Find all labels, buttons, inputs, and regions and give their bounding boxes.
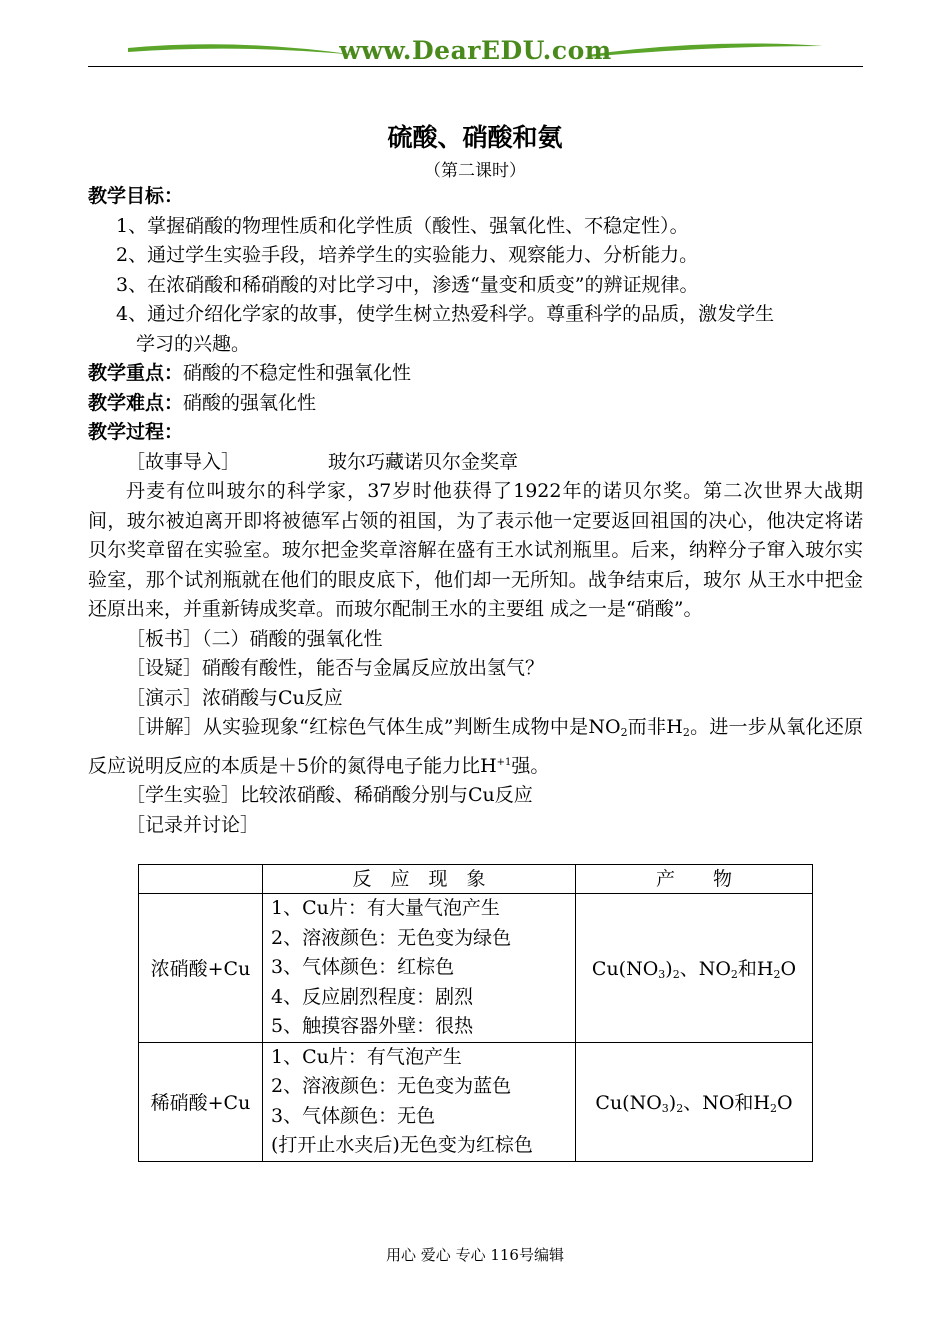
page-footer: 用心 爱心 专心 116号编辑: [386, 1246, 564, 1264]
key-point: [88, 359, 863, 389]
phenomenon-line: 3、气体颜色：无色: [271, 1104, 436, 1127]
product-text: 和H: [737, 958, 774, 981]
phenomenon-line: 5、触摸容器外壁：很热: [271, 1015, 474, 1037]
explain-text-d: 强。: [511, 754, 550, 777]
key-point-text: 硝酸的不稳定性和强氧化性: [183, 362, 412, 384]
objectives-heading: 教学目标：: [88, 185, 184, 207]
product-cell: [576, 1042, 813, 1161]
explain-superscript: +1: [496, 756, 512, 768]
table-header-cell: [139, 865, 263, 894]
reagent-cell: 稀硝酸+Cu: [139, 1042, 263, 1161]
difficulty-text: 硝酸的强氧化性: [183, 391, 317, 414]
phenomenon-line: 4、反应剧烈程度：剧烈: [271, 985, 474, 1008]
product-text: O: [780, 958, 797, 981]
page-title: 硫酸、硝酸和氨: [387, 123, 563, 152]
site-logo-text[interactable]: www.DearEDU.com: [339, 36, 612, 65]
product-subscript: 2: [773, 968, 781, 982]
phenomenon-line: 1、Cu片：有大量气泡产生: [271, 897, 500, 919]
table-header-cell: 产 物: [576, 865, 813, 894]
story-tag: ［故事导入］: [126, 450, 241, 473]
phenomenon-line: 2、溶液颜色：无色变为绿色: [271, 926, 512, 949]
product-text: O: [777, 1092, 793, 1114]
site-header: [88, 30, 863, 70]
student-experiment-note: ［学生实验］比较浓硝酸、稀硝酸分别与Cu反应: [126, 784, 533, 806]
objective-item-2: 2、通过学生实验手段，培养学生的实验能力、观察能力、分析能力。: [116, 244, 699, 266]
product-cell: [576, 894, 813, 1043]
product-subscript: 3: [658, 968, 666, 982]
key-point-label: 教学重点：: [88, 362, 184, 384]
process-heading: 教学过程：: [88, 421, 184, 443]
product-text: Cu(NO: [591, 958, 659, 981]
objective-item-3: 3、在浓硝酸和稀硝酸的对比学习中，渗透“量变和质变”的辨证规律。: [116, 273, 699, 296]
question-note: ［设疑］硝酸有酸性，能否与金属反应放出氢气？: [126, 657, 545, 679]
product-subscript: 3: [661, 1102, 669, 1115]
story-paragraph: 丹麦有位叫玻尔的科学家，37岁时他获得了1922年的诺贝尔奖。第二次世界大战期间，玻尔被迫离开即将被德军占领的祖国，为了表示他一定要返回祖国的决心，他决定将诺贝尔奖章留在实验室。玻尔把金奖章溶解在盛有王水试剂瓶里。后来，纳粹分子窜入玻尔实验室，那个试剂瓶就在他们的眼皮底下，他们却一无所知。战争结束后，玻尔 从王水中把金还原出来，并重新铸成奖章。而玻尔配制王水的主要组 成之一是“硝酸”。: [88, 480, 863, 620]
explain-text-c: 。进一步从氧化还原反应说明反应的本质是＋5价的氮得电子能力比H: [88, 716, 863, 777]
phenomena-cell: [263, 894, 576, 1043]
product-subscript: 2: [676, 1102, 684, 1115]
objective-item-4-continued: 学习的兴趣。: [136, 332, 251, 355]
table-row: [139, 1042, 813, 1161]
phenomenon-line: 3、气体颜色：红棕色: [271, 956, 455, 978]
product-text: ): [668, 1092, 677, 1114]
objective-item-1: 1、掌握硝酸的物理性质和化学性质（酸性、强氧化性、不稳定性）。: [116, 214, 689, 237]
product-text: 、NO和H: [683, 1092, 770, 1114]
product-text: Cu(NO: [595, 1092, 662, 1114]
phenomena-cell: [263, 1042, 576, 1161]
difficulty-label: 教学难点：: [88, 391, 184, 414]
difficulty: [88, 389, 863, 419]
demo-note: ［演示］浓硝酸与Cu反应: [126, 686, 343, 709]
phenomenon-line: (打开止水夹后)无色变为红棕色: [271, 1134, 533, 1156]
phenomenon-line: 2、溶液颜色：无色变为蓝色: [271, 1075, 512, 1097]
explain-subscript: 2: [682, 726, 690, 739]
explain-text-a: ［讲解］从实验现象“红棕色气体生成”判断生成物中是NO: [126, 716, 621, 738]
record-table: [138, 864, 813, 1162]
product-subscript: 2: [730, 968, 738, 982]
table-header-row: [139, 865, 813, 894]
objective-item-4: 4、通过介绍化学家的故事，使学生树立热爱科学。尊重科学的品质，激发学生: [116, 303, 775, 325]
product-subscript: 2: [672, 968, 680, 982]
document-body: [88, 182, 863, 840]
explain-text-b: 而非H: [627, 716, 683, 738]
header-divider: [88, 66, 863, 67]
explain-paragraph: [88, 713, 863, 781]
board-note: ［板书］（二）硝酸的强氧化性: [126, 627, 383, 650]
phenomenon-line: 1、Cu片：有气泡产生: [271, 1045, 462, 1068]
reagent-cell: 浓硝酸+Cu: [139, 894, 263, 1043]
table-header-cell: 反 应 现 象: [263, 865, 576, 894]
product-text: ): [665, 958, 673, 981]
record-note: ［记录并讨论］: [126, 813, 260, 836]
product-text: 、NO: [679, 958, 731, 981]
table-row: [139, 894, 813, 1043]
explain-subscript: 2: [620, 726, 628, 739]
story-intro: [88, 448, 863, 478]
story-title: 玻尔巧藏诺贝尔金奖章: [328, 450, 519, 473]
page-subtitle: （第二课时）: [424, 161, 526, 181]
product-subscript: 2: [770, 1102, 777, 1115]
